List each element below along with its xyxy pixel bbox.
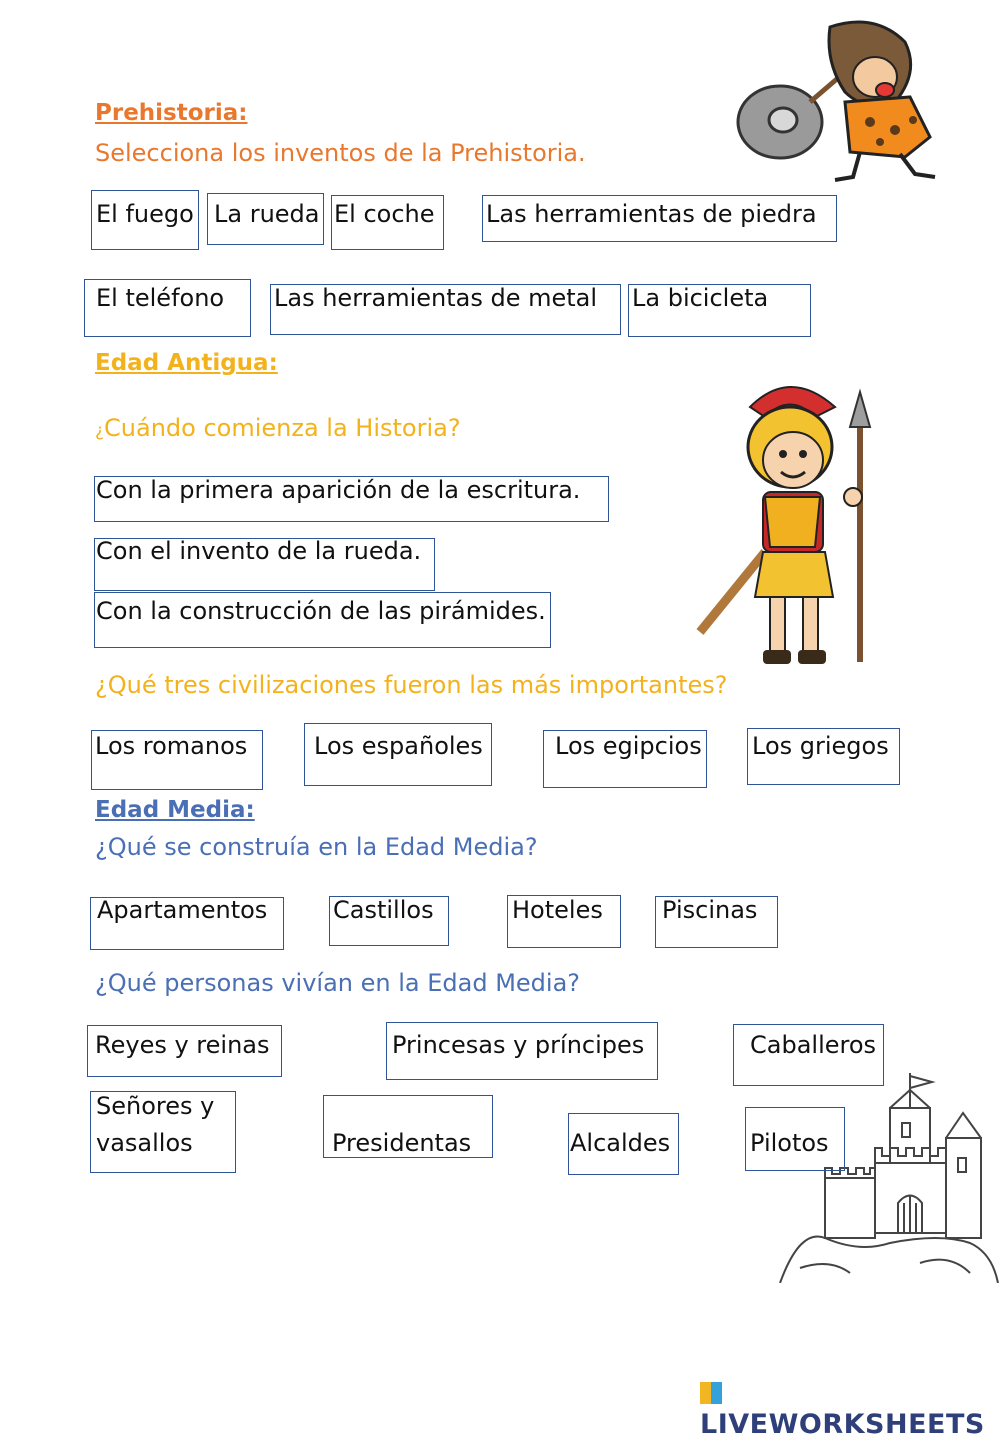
edad-media-question-1: ¿Qué se construía en la Edad Media?	[95, 833, 538, 861]
roman-soldier-illustration	[695, 372, 905, 682]
edad-media-question-2: ¿Qué personas vivían en la Edad Media?	[95, 969, 581, 997]
edad-antigua-heading: Edad Antigua:	[95, 350, 278, 376]
edad-media-heading: Edad Media:	[95, 797, 255, 823]
option-el-fuego-label: El fuego	[96, 200, 194, 228]
option-los-egipcios-label: Los egipcios	[555, 732, 702, 760]
caveman-with-wheel-illustration	[735, 12, 965, 187]
castle-illustration	[770, 1068, 1000, 1283]
option-invento-rueda-label: Con el invento de la rueda.	[96, 537, 422, 565]
option-caballeros-label: Caballeros	[750, 1031, 877, 1059]
option-los-romanos-label: Los romanos	[95, 732, 248, 760]
option-herramientas-metal-label: Las herramientas de metal	[274, 284, 598, 312]
brand-tiles-icon	[700, 1382, 722, 1404]
option-el-telefono-label: El teléfono	[96, 284, 225, 312]
prehistoria-heading: Prehistoria:	[95, 100, 248, 126]
option-senores-vasallos-label-2: vasallos	[96, 1129, 193, 1157]
option-piramides-label: Con la construcción de las pirámides.	[96, 597, 546, 625]
option-piscinas-label: Piscinas	[662, 896, 758, 924]
option-los-griegos-label: Los griegos	[752, 732, 889, 760]
option-senores-vasallos-label-1: Señores y	[96, 1092, 215, 1120]
liveworksheets-logo	[700, 1378, 1000, 1440]
option-la-bicicleta-label: La bicicleta	[632, 284, 769, 312]
option-alcaldes-label: Alcaldes	[570, 1129, 671, 1157]
option-reyes-reinas-label: Reyes y reinas	[95, 1031, 270, 1059]
option-herramientas-piedra-label: Las herramientas de piedra	[486, 200, 817, 228]
edad-antigua-question-2: ¿Qué tres civilizaciones fueron las más importantes?	[95, 671, 728, 699]
option-pilotos-label: Pilotos	[750, 1129, 829, 1157]
prehistoria-instruction: Selecciona los inventos de la Prehistoria.	[95, 139, 586, 167]
option-castillos-label: Castillos	[333, 896, 434, 924]
option-los-espanoles-label: Los españoles	[314, 732, 483, 760]
option-la-rueda-label: La rueda	[214, 200, 320, 228]
option-presidentas-label: Presidentas	[332, 1129, 472, 1157]
option-escritura-label: Con la primera aparición de la escritura.	[96, 476, 581, 504]
brand-text: LIVEWORKSHEETS	[700, 1409, 985, 1440]
option-princesas-principes-label: Princesas y príncipes	[392, 1031, 645, 1059]
option-el-coche-label: El coche	[334, 200, 435, 228]
edad-antigua-question-1: ¿Cuándo comienza la Historia?	[95, 414, 461, 442]
option-hoteles-label: Hoteles	[512, 896, 603, 924]
option-apartamentos-label: Apartamentos	[97, 896, 268, 924]
